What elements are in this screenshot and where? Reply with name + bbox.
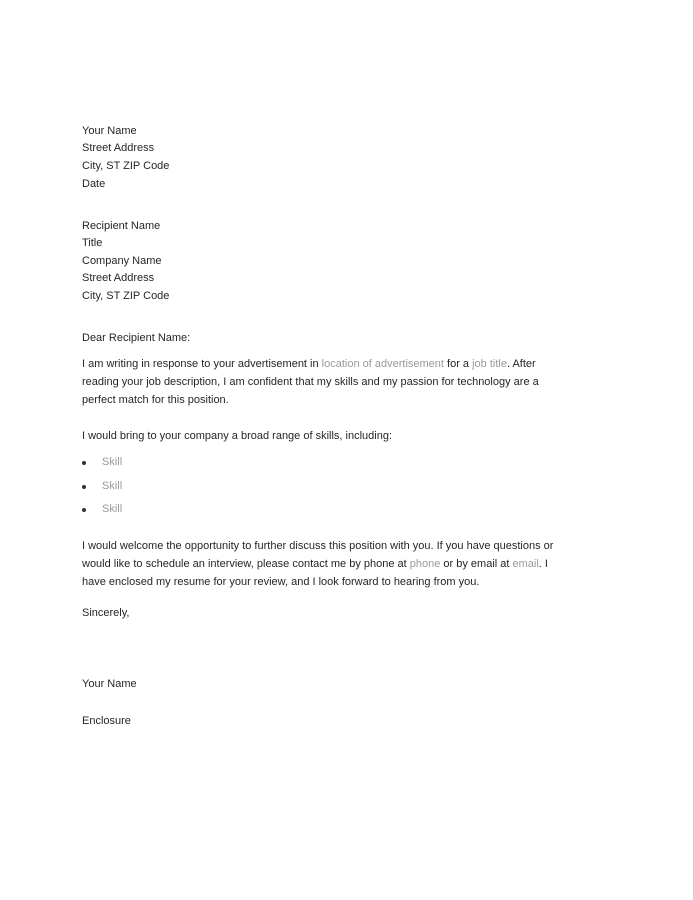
phone-placeholder[interactable]: phone <box>409 558 441 570</box>
email-placeholder[interactable]: email <box>512 558 539 570</box>
closing-line-1: I would welcome the opportunity to further discuss this position with you. If you have questions or <box>82 540 554 552</box>
closing-line-2 <box>82 557 548 571</box>
recipient-title: Title <box>82 237 103 249</box>
skill-placeholder[interactable]: Skill <box>102 480 123 492</box>
skill-placeholder[interactable]: Skill <box>102 503 123 515</box>
text: . I <box>538 558 548 570</box>
recipient-city: City, ST ZIP Code <box>82 290 170 302</box>
intro-line-2: reading your job description, I am confident that my skills and my passion for technology are a <box>82 376 539 388</box>
recipient-name: Recipient Name <box>82 220 161 232</box>
sender-name: Your Name <box>82 125 137 137</box>
closing: Sincerely, <box>82 607 130 619</box>
sender-city: City, ST ZIP Code <box>82 160 170 172</box>
bullet-icon <box>82 485 86 489</box>
location-placeholder[interactable]: location of advertisement <box>321 358 444 370</box>
intro-line-1 <box>82 357 536 371</box>
bullet-icon <box>82 461 86 465</box>
text: or by email at <box>440 558 513 570</box>
salutation: Dear Recipient Name: <box>82 332 191 344</box>
skills-intro: I would bring to your company a broad range of skills, including: <box>82 430 393 442</box>
text: I am writing in response to your advertisement in <box>82 358 322 370</box>
enclosure: Enclosure <box>82 715 131 727</box>
recipient-street: Street Address <box>82 272 155 284</box>
skill-placeholder[interactable]: Skill <box>102 456 123 468</box>
text: would like to schedule an interview, please contact me by phone at <box>82 558 410 570</box>
sender-street: Street Address <box>82 142 155 154</box>
intro-line-3: perfect match for this position. <box>82 394 229 406</box>
text: . After <box>506 358 536 370</box>
closing-line-3: have enclosed my resume for your review, and I look forward to hearing from you. <box>82 576 480 588</box>
bullet-icon <box>82 508 86 512</box>
job-title-placeholder[interactable]: job title <box>472 358 507 370</box>
text: for a <box>443 358 473 370</box>
letter-date: Date <box>82 178 106 190</box>
signature-name: Your Name <box>82 678 137 690</box>
recipient-company: Company Name <box>82 255 162 267</box>
